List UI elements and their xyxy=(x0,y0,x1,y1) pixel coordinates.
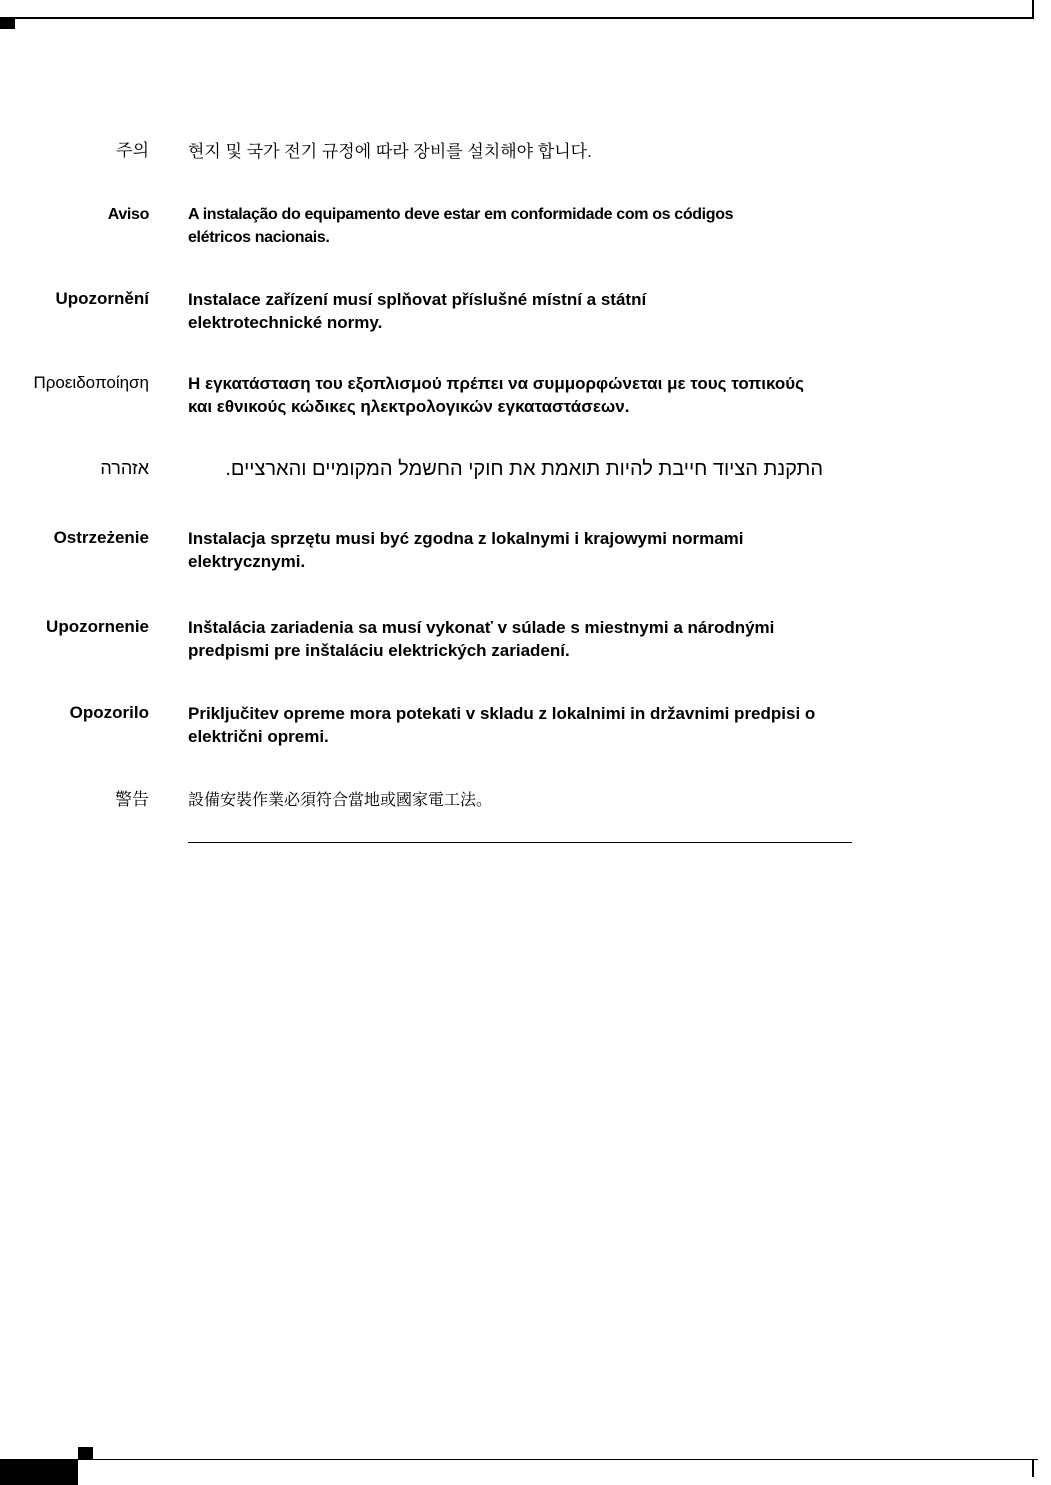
warning-label-slovenian: Opozorilo xyxy=(69,703,149,722)
warning-label-greek: Προειδοποίηση xyxy=(33,373,149,392)
footer-block xyxy=(0,1459,78,1485)
warning-label-polish: Ostrzeżenie xyxy=(53,528,149,547)
warning-text-slovak: Inštalácia zariadenia sa musí vykonať v súlade s miestnymi a národnými predpismi pre inštaláciu elektrických zariadení. xyxy=(188,618,775,660)
warning-label-chinese: 警告 xyxy=(115,790,149,809)
warning-text-czech: Instalace zařízení musí splňovat příslušné místní a státní elektrotechnické normy. xyxy=(188,290,647,332)
warning-label-czech: Upozornění xyxy=(55,289,149,308)
warning-text-polish: Instalacja sprzętu musi być zgodna z lokalnymi i krajowymi normami elektrycznymi. xyxy=(188,529,744,571)
header-corner-mark xyxy=(1032,0,1034,19)
warning-text-portuguese: A instalação do equipamento deve estar em conformidade com os códigos elétricos nacionais. xyxy=(188,206,734,246)
warning-text-korean: 현지 및 국가 전기 규정에 따라 장비를 설치해야 합니다. xyxy=(188,142,592,161)
footer-rule xyxy=(78,1459,1038,1460)
section-end-rule xyxy=(188,842,852,843)
warning-text-greek: Η εγκατάσταση του εξοπλισμού πρέπει να συμμορφώνεται με τους τοπικούς και εθνικούς κώδικες ηλεκτρολογικών εγκαταστάσεων. xyxy=(188,374,805,416)
warning-label-korean: 주의 xyxy=(116,141,149,160)
warning-text-hebrew: התקנת הציוד חייבת להיות תואמת את חוקי החשמל המקומיים והארציים. xyxy=(225,458,823,480)
warning-text-chinese: 設備安裝作業必須符合當地或國家電工法。 xyxy=(188,792,493,809)
warning-label-portuguese: Aviso xyxy=(107,206,149,223)
footer-square-mark xyxy=(78,1447,93,1459)
header-square-mark xyxy=(0,17,15,29)
warning-label-hebrew: אזהרה xyxy=(100,458,149,478)
warning-text-slovenian: Priključitev opreme mora potekati v skladu z lokalnimi in državnimi predpisi o električni opremi. xyxy=(188,704,816,746)
header-rule xyxy=(0,17,1034,19)
warning-label-slovak: Upozornenie xyxy=(46,617,149,636)
footer-corner-mark xyxy=(1032,1459,1034,1477)
